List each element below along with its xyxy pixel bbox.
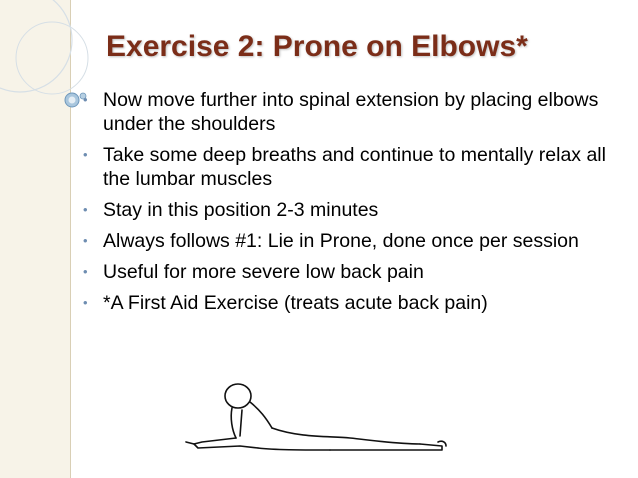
bullet-text: Always follows #1: Lie in Prone, done once per session: [103, 230, 579, 252]
bullet-dot-icon: •: [83, 202, 88, 217]
bullet-item: [78, 143, 618, 191]
bullet-dot-icon: •: [83, 295, 88, 310]
bullet-text: Stay in this position 2-3 minutes: [103, 199, 379, 221]
bullet-item: [78, 291, 618, 315]
bullet-text: Take some deep breaths and continue to mentally relax all the lumbar muscles: [103, 144, 606, 190]
prone-on-elbows-illustration: [180, 378, 450, 456]
bullet-item: [78, 88, 618, 136]
bullet-item: [78, 260, 618, 284]
bullet-item: [78, 229, 618, 253]
bullet-text: *A First Aid Exercise (treats acute back pain): [103, 292, 488, 314]
bullet-text: Useful for more severe low back pain: [103, 261, 424, 283]
bullet-dot-icon: •: [83, 233, 88, 248]
bullet-dot-icon: •: [83, 92, 88, 107]
slide-title: Exercise 2: Prone on Elbows*: [106, 30, 528, 63]
bullet-dot-icon: •: [83, 147, 88, 162]
bullet-item: [78, 198, 618, 222]
bullet-text: Now move further into spinal extension by placing elbows under the shoulders: [103, 89, 599, 135]
bullet-dot-icon: •: [83, 264, 88, 279]
bullet-list: [78, 88, 618, 322]
